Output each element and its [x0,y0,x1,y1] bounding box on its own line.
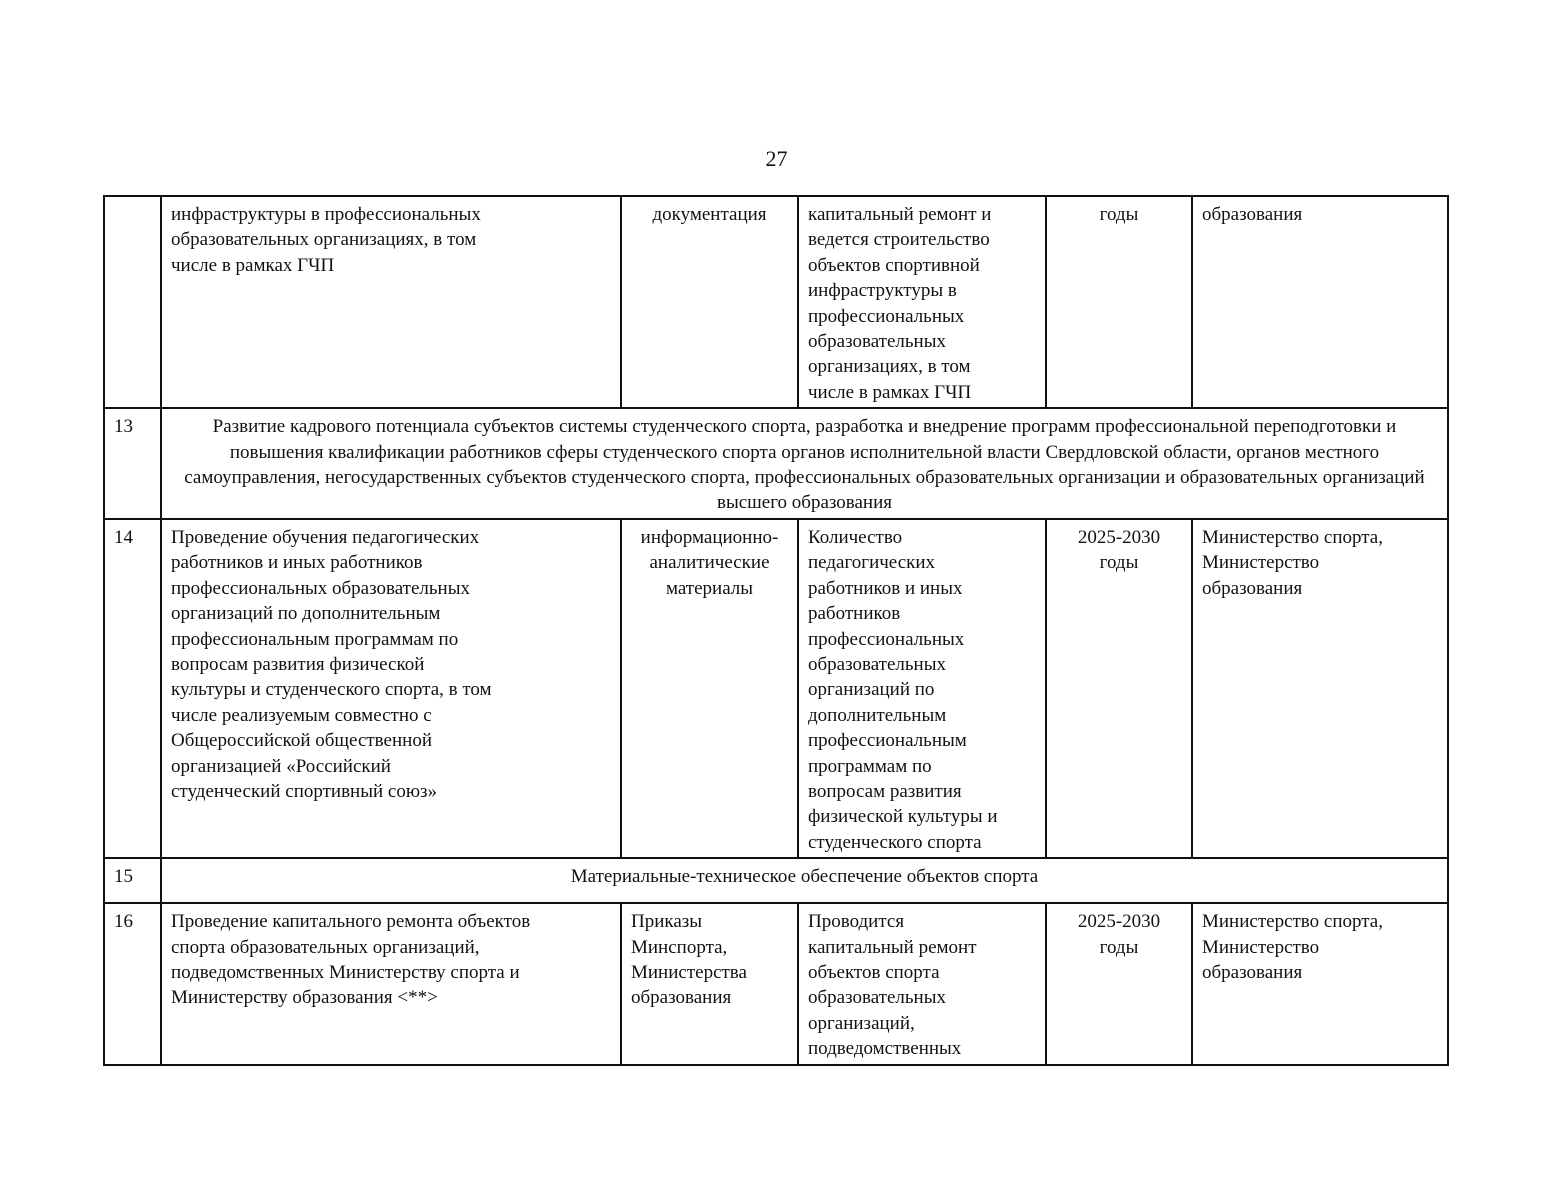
executor-cell: Министерство спорта, Министерство образования [1192,519,1448,858]
result-cell: Количество педагогических работников и иных работников профессиональных образовательных организаций по дополнительным профессиональным программам по вопросам развития физической культуры и студенческого спорта [798,519,1046,858]
document-cell: документация [621,196,798,408]
event-cell: Проведение обучения педагогических работников и иных работников профессиональных образовательных организаций по дополнительным профессиональным программам по вопросам развития физической культуры и студенческого спорта, в том числе реализуемым совместно с Общероссийской общественной организацией «Российский студенческий спортивный союз» [161,519,621,858]
event-cell: инфраструктуры в профессиональных образовательных организациях, в том числе в рамках ГЧП [161,196,621,408]
section-row-15 [104,858,1448,903]
event-cell: Проведение капитального ремонта объектов спорта образовательных организаций, подведомственных Министерству спорта и Министерству образования <**> [161,903,621,1064]
executor-cell: Министерство спорта, Министерство образования [1192,903,1448,1064]
measures-table [103,195,1449,1066]
executor-cell: образования [1192,196,1448,408]
row-number-cell [104,196,161,408]
table-row-14 [104,519,1448,858]
section-title-cell: Материальные-техническое обеспечение объектов спорта [161,858,1448,903]
term-cell: 2025-2030 годы [1046,519,1192,858]
row-number-cell: 15 [104,858,161,903]
result-cell: Проводится капитальный ремонт объектов спорта образовательных организаций, подведомственных [798,903,1046,1064]
table-row-continuation [104,196,1448,408]
table-row-16 [104,903,1448,1064]
page-number: 27 [765,146,788,171]
row-number-cell: 13 [104,408,161,519]
row-number-cell: 14 [104,519,161,858]
section-title-cell: Развитие кадрового потенциала субъектов системы студенческого спорта, разработка и внедрение программ профессиональной переподготовки и повышения квалификации работников сферы студенческого спорта органов исполнительной власти Свердловской области, органов местного самоуправления, негосударственных субъектов студенческого спорта, профессиональных образовательных организации и образовательных организаций высшего образования [161,408,1448,519]
document-cell: информационно- аналитические материалы [621,519,798,858]
document-cell: Приказы Минспорта, Министерства образования [621,903,798,1064]
row-number-cell: 16 [104,903,161,1064]
term-cell: 2025-2030 годы [1046,903,1192,1064]
result-cell: капитальный ремонт и ведется строительство объектов спортивной инфраструктуры в профессиональных образовательных организациях, в том числе в рамках ГЧП [798,196,1046,408]
term-cell: годы [1046,196,1192,408]
section-row-13 [104,408,1448,519]
